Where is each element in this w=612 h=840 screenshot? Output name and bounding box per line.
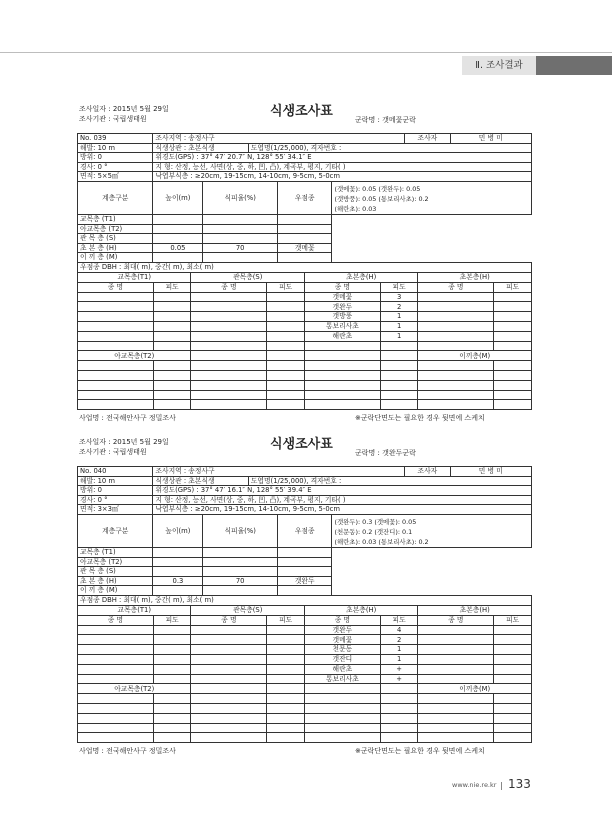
layer-cover [203, 224, 278, 234]
moss-layer-header: 이끼층(M) [418, 351, 532, 361]
herb-species: 통보리사초 [304, 321, 380, 331]
aspect: 방위: 0 [78, 486, 153, 496]
terrain: 지 형: 산정, 능선, 사면(상, 중, 하, 凹, 凸), 계곡부, 평지, 기타( ) [153, 162, 532, 172]
species-col-header: 종 명 [78, 615, 154, 625]
surveyor-name: 민 병 미 [450, 467, 531, 477]
gps-coordinates: 위경도(GPS) : 37° 47′ 20.7″ N, 128° 55′ 34.1″ E [153, 153, 532, 163]
altitude: 해발: 10 m [78, 476, 153, 486]
form-header [77, 104, 532, 133]
layer-name: 이 끼 층 (M) [78, 253, 153, 263]
survey-region: 조사지역 : 송정사구 [153, 467, 405, 477]
layer-dominant: 갯메꽃 [277, 243, 332, 253]
cover-col-header: 피도 [267, 282, 305, 292]
survey-region: 조사지역 : 송정사구 [153, 134, 405, 144]
layer-dominant [277, 567, 332, 577]
species-table [77, 605, 532, 743]
section-header-tree: 교목층(T1) [78, 605, 191, 615]
layer-name: 초 본 층 (H) [78, 576, 153, 586]
chapter-label: Ⅱ. 조사결과 [462, 56, 536, 75]
empty-row [78, 361, 532, 371]
herb-cover: 4 [380, 625, 418, 635]
herb-species: 통보리사초 [304, 674, 380, 684]
layer-cover [203, 557, 278, 567]
community-name: 군락명 : 갯완두군락 [355, 449, 416, 457]
empty-row [78, 733, 532, 743]
herb-cover: 2 [380, 302, 418, 312]
species-col-header: 종 명 [78, 282, 154, 292]
coverage-note: (해란초): 0.03 (통보리사초): 0.2 [334, 537, 429, 546]
table-row [78, 302, 532, 312]
section-header-shrub: 관목층(S) [191, 605, 304, 615]
coverage-note: (갯메꽃): 0.05 (갯완두): 0.05 [334, 184, 421, 193]
layer-cover [203, 567, 278, 577]
layer-dominant [277, 214, 332, 224]
dominant-header: 우점종 [277, 514, 332, 547]
herb-cover [380, 341, 418, 351]
layer-dominant [277, 547, 332, 557]
layer-name: 아교목층 (T2) [78, 557, 153, 567]
layer-dominant [277, 253, 332, 263]
empty-row [78, 694, 532, 704]
species-col-header: 종 명 [304, 282, 380, 292]
layer-height [153, 253, 203, 263]
project-name: 사업명 : 전국해안사구 정밀조사 [79, 747, 176, 756]
herb-cover: + [380, 664, 418, 674]
dominant-header: 우점종 [277, 181, 332, 214]
section-header-herb: 초본층(H) [304, 272, 417, 282]
surveyor-name: 민 병 미 [450, 134, 531, 144]
cover-col-header: 피도 [380, 282, 418, 292]
plot-number: No. 040 [78, 467, 153, 477]
layer-dominant: 갯완두 [277, 576, 332, 586]
cover-header: 식피율(%) [203, 514, 278, 547]
table-row [78, 645, 532, 655]
layer-height [153, 547, 203, 557]
herb-species: 갯메꽃 [304, 635, 380, 645]
herb-species: 해란초 [304, 664, 380, 674]
species-col-header: 종 명 [191, 615, 267, 625]
cover-col-header: 피도 [153, 282, 191, 292]
empty-row [78, 380, 532, 390]
layer-dominant [277, 234, 332, 244]
species-col-header: 종 명 [304, 615, 380, 625]
table-row [78, 341, 532, 351]
dominant-dbh: 우점종 DBH : 최대( m), 중간( m), 최소( m) [78, 595, 532, 605]
empty-row [78, 390, 532, 400]
cover-col-header: 피도 [267, 615, 305, 625]
herb-cover: 1 [380, 331, 418, 341]
surveyor-label: 조사자 [405, 467, 450, 477]
table-row [78, 312, 532, 322]
height-header: 높이(m) [153, 514, 203, 547]
herb-species: 갯완두 [304, 302, 380, 312]
table-row [78, 654, 532, 664]
section-header-herb: 초본층(H) [304, 605, 417, 615]
layer-height: 0.05 [153, 243, 203, 253]
litter-layer: 낙엽부식층 : ≥20cm, 19-15cm, 14-10cm, 9-5cm, 5-0cm [153, 505, 532, 515]
table-row [78, 331, 532, 341]
herb-cover: + [380, 674, 418, 684]
height-header: 높이(m) [153, 181, 203, 214]
layer-cover [203, 547, 278, 557]
plot-number: No. 039 [78, 134, 153, 144]
cover-header: 식피율(%) [203, 181, 278, 214]
coverage-note: (갯완두): 0.3 (갯메꽃): 0.05 [334, 517, 417, 526]
herb-cover: 3 [380, 292, 418, 302]
layer-name: 초 본 층 (H) [78, 243, 153, 253]
vegetation-survey-form [77, 437, 532, 758]
plot-area: 면적: 5×5㎡ [78, 172, 153, 182]
table-row [78, 625, 532, 635]
layer-height [153, 586, 203, 596]
layer-cover [203, 586, 278, 596]
herb-cover: 1 [380, 312, 418, 322]
species-col-header: 종 명 [418, 615, 494, 625]
cover-col-header: 피도 [380, 615, 418, 625]
layer-cover: 70 [203, 576, 278, 586]
layer-dominant [277, 586, 332, 596]
species-col-header: 종 명 [418, 282, 494, 292]
empty-row [78, 723, 532, 733]
herb-species [304, 341, 380, 351]
subtree-layer-header: 아교목층(T2) [78, 684, 191, 694]
footer-url: www.nie.re.kr [452, 781, 497, 789]
empty-row [78, 713, 532, 723]
herb-cover: 2 [380, 635, 418, 645]
layer-name: 교목층 (T1) [78, 547, 153, 557]
terrain: 지 형: 산정, 능선, 사면(상, 중, 하, 凹, 凸), 계곡부, 평지, 기타( ) [153, 495, 532, 505]
page-number: 133 [508, 777, 531, 791]
survey-agency: 조사기관 : 국립생태원 [79, 115, 147, 123]
moss-layer-header: 이끼층(M) [418, 684, 532, 694]
sketch-note: ※군락단면도는 필요한 경우 뒷면에 스케치 [355, 414, 485, 423]
coverage-notes [332, 514, 532, 547]
herb-species: 갯잔디 [304, 654, 380, 664]
chapter-tab [536, 56, 612, 75]
coverage-notes [332, 181, 532, 214]
table-row [78, 635, 532, 645]
subtree-layer-header: 아교목층(T2) [78, 351, 191, 361]
herb-species: 갯메꽃 [304, 292, 380, 302]
form-footer [77, 745, 532, 758]
map-sheet: 도엽명(1/25,000), 격자번호 : [248, 476, 531, 486]
coverage-note: (갯방풍): 0.05 (통보리사초): 0.2 [334, 194, 429, 203]
herb-cover: 1 [380, 654, 418, 664]
aspect: 방위: 0 [78, 153, 153, 163]
herb-species: 갯방풍 [304, 312, 380, 322]
community-name: 군락명 : 갯메꽃군락 [355, 116, 416, 124]
herb-species: 갯완두 [304, 625, 380, 635]
section-header-herb-2: 초본층(H) [418, 272, 532, 282]
coverage-note: (천문동): 0.2 (갯잔디): 0.1 [334, 527, 413, 536]
plot-area: 면적: 3×3㎡ [78, 505, 153, 515]
layer-cover [203, 253, 278, 263]
layer-height [153, 234, 203, 244]
physiognomy: 식생상관 : 초본식생 [153, 143, 248, 153]
layer-height: 0.3 [153, 576, 203, 586]
site-info-table [77, 466, 532, 606]
herb-species: 천문동 [304, 645, 380, 655]
layer-name: 관 목 층 (S) [78, 234, 153, 244]
slope: 경사: 0 ° [78, 162, 153, 172]
layer-cover: 70 [203, 243, 278, 253]
layer-name: 이 끼 층 (M) [78, 586, 153, 596]
form-title: 식생조사표 [270, 104, 333, 119]
species-col-header: 종 명 [191, 282, 267, 292]
litter-layer: 낙엽부식층 : ≥20cm, 19-15cm, 14-10cm, 9-5cm, 5-0cm [153, 172, 532, 182]
table-row [78, 664, 532, 674]
empty-row [78, 703, 532, 713]
survey-date: 조사일자 : 2015년 5월 29일 [79, 105, 169, 113]
empty-row [78, 400, 532, 410]
layer-height [153, 214, 203, 224]
layer-header: 계층구분 [78, 181, 153, 214]
slope: 경사: 0 ° [78, 495, 153, 505]
header-rule [0, 52, 612, 53]
empty-row [78, 370, 532, 380]
layer-name: 교목층 (T1) [78, 214, 153, 224]
layer-name: 아교목층 (T2) [78, 224, 153, 234]
layer-header: 계층구분 [78, 514, 153, 547]
layer-height [153, 224, 203, 234]
vegetation-survey-form [77, 104, 532, 425]
coverage-note: (해란초): 0.03 [334, 204, 377, 213]
surveyor-label: 조사자 [405, 134, 450, 144]
project-name: 사업명 : 전국해안사구 정밀조사 [79, 414, 176, 423]
species-table [77, 272, 532, 410]
site-info-table [77, 133, 532, 273]
altitude: 해발: 10 m [78, 143, 153, 153]
survey-date: 조사일자 : 2015년 5월 29일 [79, 438, 169, 446]
herb-species: 해란초 [304, 331, 380, 341]
herb-cover: 1 [380, 321, 418, 331]
layer-height [153, 567, 203, 577]
gps-coordinates: 위경도(GPS) : 37° 47′ 16.1″ N, 128° 55′ 39.4″ E [153, 486, 532, 496]
dominant-dbh: 우점종 DBH : 최대( m), 중간( m), 최소( m) [78, 262, 532, 272]
layer-name: 관 목 층 (S) [78, 567, 153, 577]
map-sheet: 도엽명(1/25,000), 격자번호 : [248, 143, 531, 153]
cover-col-header: 피도 [494, 615, 532, 625]
section-header-shrub: 관목층(S) [191, 272, 304, 282]
form-footer [77, 412, 532, 425]
layer-height [153, 557, 203, 567]
table-row [78, 321, 532, 331]
form-header [77, 437, 532, 466]
layer-cover [203, 214, 278, 224]
cover-col-header: 피도 [153, 615, 191, 625]
layer-dominant [277, 224, 332, 234]
form-title: 식생조사표 [270, 437, 333, 452]
section-header-tree: 교목층(T1) [78, 272, 191, 282]
section-header-herb-2: 초본층(H) [418, 605, 532, 615]
table-row [78, 292, 532, 302]
layer-cover [203, 234, 278, 244]
physiognomy: 식생상관 : 초본식생 [153, 476, 248, 486]
table-row [78, 674, 532, 684]
sketch-note: ※군락단면도는 필요한 경우 뒷면에 스케치 [355, 747, 485, 756]
cover-col-header: 피도 [494, 282, 532, 292]
layer-dominant [277, 557, 332, 567]
survey-agency: 조사기관 : 국립생태원 [79, 448, 147, 456]
herb-cover: 1 [380, 645, 418, 655]
footer-divider [501, 782, 502, 790]
